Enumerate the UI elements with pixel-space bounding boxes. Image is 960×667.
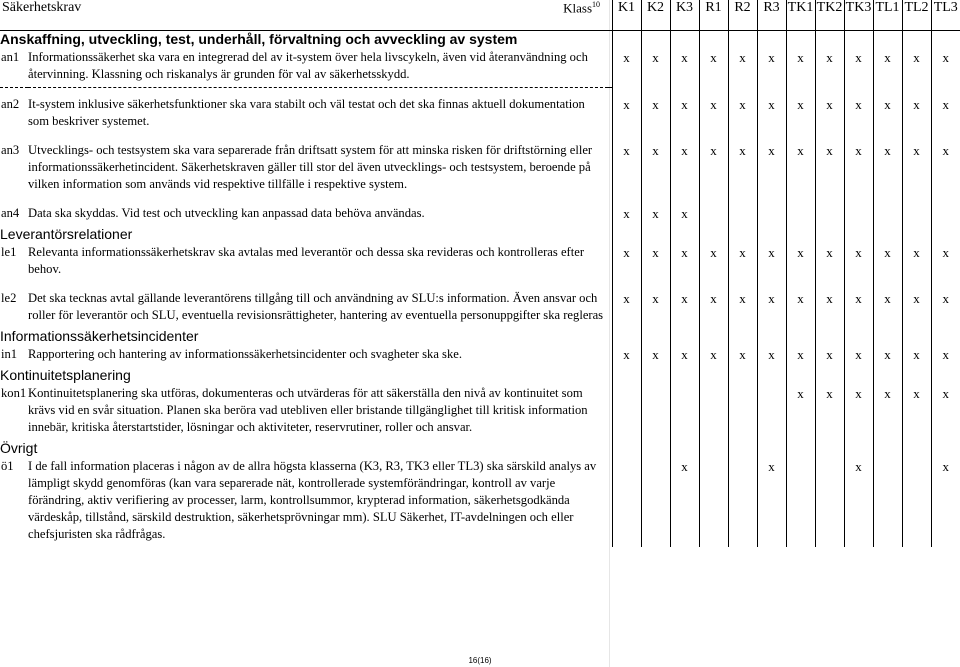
class-mark-tl3: x (931, 344, 960, 367)
class-mark-k1: x (612, 344, 641, 367)
requirement-id: le1 (1, 245, 17, 259)
class-mark-k2: x (641, 134, 670, 197)
class-mark-tk2: x (815, 242, 844, 282)
class-header: TL2 (902, 0, 931, 31)
class-mark-tk1: x (786, 47, 815, 88)
requirement-row (0, 134, 960, 197)
class-mark-r1: x (699, 242, 728, 282)
class-header: R3 (757, 0, 786, 31)
class-mark-k2 (641, 383, 670, 440)
class-mark-tk2: x (815, 134, 844, 197)
class-mark-tk3: x (844, 344, 873, 367)
class-mark-tk1 (786, 197, 815, 226)
klass-label: Klass$^{10}$ (28, 0, 608, 31)
class-mark-r2 (728, 197, 757, 226)
class-mark-r1: x (699, 282, 728, 328)
section-title: Leverantörsrelationer (0, 226, 133, 242)
class-mark-k3: x (670, 456, 699, 547)
section-header (0, 31, 960, 48)
class-mark-r3: x (757, 134, 786, 197)
class-mark-tl1 (873, 197, 902, 226)
class-header: TL3 (931, 0, 960, 31)
class-mark-tl3: x (931, 88, 960, 135)
class-mark-r2: x (728, 88, 757, 135)
class-mark-r3: x (757, 282, 786, 328)
class-mark-tk2: x (815, 282, 844, 328)
requirement-row (0, 197, 960, 226)
page-number: 16(16) (468, 656, 492, 665)
class-mark-k2: x (641, 88, 670, 135)
class-mark-tk1: x (786, 88, 815, 135)
class-mark-tl2: x (902, 134, 931, 197)
requirement-id: an2 (1, 97, 20, 111)
requirement-text: I de fall information placeras i någon av de allra högsta klasserna (K3, R3, TK3 eller TL3) ska särskild analys av lämpligt skydd genomföras (kan vara separerade nät, kontrollerade systemförändringar, kontroll av varje förändring, aktiv verifiering av processer, larm, kontrollsummor, krypterad information, säkerhetsgodkända värdeskåp, tillstånd, särskild destruktion, säkerhetsprövningar mm). SLU Säkerhet, IT-avdelningen och eller chefsjuristen ska rådfrågas. (28, 459, 597, 541)
class-header: K2 (641, 0, 670, 31)
requirement-text: Kontinuitetsplanering ska utföras, dokumenteras och utvärderas för att säkerställa den nivå av kontinuitet som krävs vid en svår situation. Planen ska beröra vad utebliven eller bristande tillgänglighet till kritisk information innebär, kritiska återstartstider, lösningar och aktiviteter, reservrutiner, roller och ansvar. (28, 386, 588, 434)
class-mark-k3: x (670, 282, 699, 328)
requirement-text: Utvecklings- och testsystem ska vara separerade från driftsatt system för att minska risken för driftstörning eller informationssäkerhetincident. Säkerhetskraven gäller till stor del även utvecklings- och testsystem, beroende på vilken information som används vid respektive tillfälle i respektive system. (28, 143, 593, 191)
requirement-row (0, 88, 960, 135)
class-mark-tk1: x (786, 344, 815, 367)
class-mark-tk2: x (815, 383, 844, 440)
class-header: TK1 (786, 0, 815, 31)
class-mark-k2 (641, 456, 670, 547)
class-mark-k2: x (641, 197, 670, 226)
section-header (0, 440, 960, 456)
class-mark-k3: x (670, 47, 699, 88)
class-mark-r1: x (699, 344, 728, 367)
requirement-text: It-system inklusive säkerhetsfunktioner ska vara stabilt och väl testat och det ska finnas aktuell dokumentation som beskriver systemet. (28, 97, 585, 128)
class-mark-tk3: x (844, 47, 873, 88)
class-mark-k2: x (641, 242, 670, 282)
class-mark-r2 (728, 383, 757, 440)
class-mark-tk3: x (844, 88, 873, 135)
section-title: Kontinuitetsplanering (0, 367, 131, 383)
class-mark-tk1: x (786, 242, 815, 282)
class-mark-tk3: x (844, 134, 873, 197)
class-mark-r3: x (757, 456, 786, 547)
class-mark-tl3: x (931, 282, 960, 328)
class-mark-r3 (757, 383, 786, 440)
class-mark-r3: x (757, 344, 786, 367)
class-header: TK3 (844, 0, 873, 31)
class-mark-tk3: x (844, 383, 873, 440)
class-mark-tl3: x (931, 242, 960, 282)
class-mark-tk3 (844, 197, 873, 226)
class-mark-r2 (728, 456, 757, 547)
class-mark-tk3: x (844, 242, 873, 282)
requirement-row (0, 242, 960, 282)
requirement-id: in1 (1, 347, 18, 361)
requirement-text: Informationssäkerhet ska vara en integrerad del av it-system över hela livscykeln, även vid återanvändning och återvinning. Klassning och riskanalys är grunden för val av säkerhetsskydd. (28, 47, 612, 88)
class-mark-tk1: x (786, 134, 815, 197)
class-mark-r1 (699, 197, 728, 226)
requirement-text: Data ska skyddas. Vid test och utveckling kan anpassad data behöva användas. (28, 206, 425, 220)
requirement-id: ö1 (1, 459, 14, 473)
requirement-id: kon1 (1, 386, 27, 400)
class-mark-tl2: x (902, 344, 931, 367)
section-title: Informationssäkerhetsincidenter (0, 328, 199, 344)
class-mark-tl1: x (873, 88, 902, 135)
class-mark-r2: x (728, 242, 757, 282)
class-mark-tk2 (815, 197, 844, 226)
class-mark-k3 (670, 383, 699, 440)
class-mark-k1: x (612, 197, 641, 226)
class-mark-tl3: x (931, 134, 960, 197)
class-header: R1 (699, 0, 728, 31)
class-mark-tk3: x (844, 456, 873, 547)
class-mark-k3: x (670, 134, 699, 197)
class-mark-tl1: x (873, 242, 902, 282)
class-mark-tl3: x (931, 456, 960, 547)
class-mark-tl2: x (902, 282, 931, 328)
class-mark-tl2: x (902, 47, 931, 88)
requirement-id: an3 (1, 143, 20, 157)
section-title: Anskaffning, utveckling, test, underhåll, förvaltning och avveckling av system (0, 31, 518, 47)
class-mark-tk2 (815, 456, 844, 547)
class-mark-tl2: x (902, 383, 931, 440)
requirement-row (0, 456, 960, 547)
class-mark-tl1: x (873, 344, 902, 367)
class-mark-tk2: x (815, 47, 844, 88)
class-mark-k2: x (641, 344, 670, 367)
class-mark-tl3: x (931, 383, 960, 440)
class-mark-tl1 (873, 456, 902, 547)
requirement-id: le2 (1, 291, 17, 305)
class-header: TL1 (873, 0, 902, 31)
class-mark-tl3 (931, 197, 960, 226)
class-mark-k1: x (612, 47, 641, 88)
requirement-row (0, 47, 960, 88)
section-header (0, 328, 960, 344)
requirement-id: an4 (1, 206, 20, 220)
class-header: K1 (612, 0, 641, 31)
class-mark-tl3: x (931, 47, 960, 88)
requirement-text: Det ska tecknas avtal gällande leverantörens tillgång till och användning av SLU:s information. Även ansvar och roller för leverantör och SLU, eventuella revisionsrättigheter, hantering av eventuella personuppgifter ska regleras (28, 291, 604, 322)
class-mark-k1: x (612, 88, 641, 135)
class-mark-k3: x (670, 197, 699, 226)
class-header: TK2 (815, 0, 844, 31)
class-mark-tk2: x (815, 88, 844, 135)
table-header (0, 0, 960, 31)
class-mark-k2: x (641, 282, 670, 328)
class-mark-r3 (757, 197, 786, 226)
class-mark-k1 (612, 383, 641, 440)
class-mark-tk3: x (844, 282, 873, 328)
class-mark-k2: x (641, 47, 670, 88)
class-mark-r1: x (699, 134, 728, 197)
class-mark-tl2: x (902, 242, 931, 282)
requirement-text: Rapportering och hantering av informationssäkerhetsincidenter och svagheter ska ske. (28, 347, 462, 361)
section-title: Övrigt (0, 440, 38, 456)
class-mark-r3: x (757, 88, 786, 135)
class-mark-tl2 (902, 197, 931, 226)
requirement-row (0, 282, 960, 328)
class-header: R2 (728, 0, 757, 31)
class-mark-r1 (699, 456, 728, 547)
class-mark-r2: x (728, 47, 757, 88)
class-mark-k3: x (670, 242, 699, 282)
class-mark-tl2 (902, 456, 931, 547)
class-mark-k1: x (612, 134, 641, 197)
table-title: Säkerhetskrav (0, 0, 28, 31)
class-mark-r2: x (728, 134, 757, 197)
class-mark-tk1: x (786, 282, 815, 328)
class-mark-tl1: x (873, 47, 902, 88)
class-mark-k1: x (612, 242, 641, 282)
class-mark-k1 (612, 456, 641, 547)
class-mark-r1: x (699, 47, 728, 88)
class-mark-r1 (699, 383, 728, 440)
class-mark-tl1: x (873, 383, 902, 440)
section-header (0, 367, 960, 383)
class-mark-tk1 (786, 456, 815, 547)
requirement-id: an1 (0, 47, 28, 88)
class-mark-r3: x (757, 47, 786, 88)
requirements-body (0, 31, 960, 548)
requirement-text: Relevanta informationssäkerhetskrav ska avtalas med leverantör och dessa ska revideras och kontrolleras efter behov. (28, 245, 585, 276)
class-mark-tl2: x (902, 88, 931, 135)
class-mark-r1: x (699, 88, 728, 135)
section-header (0, 226, 960, 242)
class-mark-tl1: x (873, 134, 902, 197)
class-mark-k1: x (612, 282, 641, 328)
class-mark-tk2: x (815, 344, 844, 367)
class-header: K3 (670, 0, 699, 31)
class-mark-r3: x (757, 242, 786, 282)
class-mark-tk1: x (786, 383, 815, 440)
class-mark-k3: x (670, 344, 699, 367)
class-mark-r2: x (728, 282, 757, 328)
class-mark-r2: x (728, 344, 757, 367)
class-mark-tl1: x (873, 282, 902, 328)
class-mark-k3: x (670, 88, 699, 135)
requirement-row (0, 383, 960, 440)
requirement-row (0, 344, 960, 367)
